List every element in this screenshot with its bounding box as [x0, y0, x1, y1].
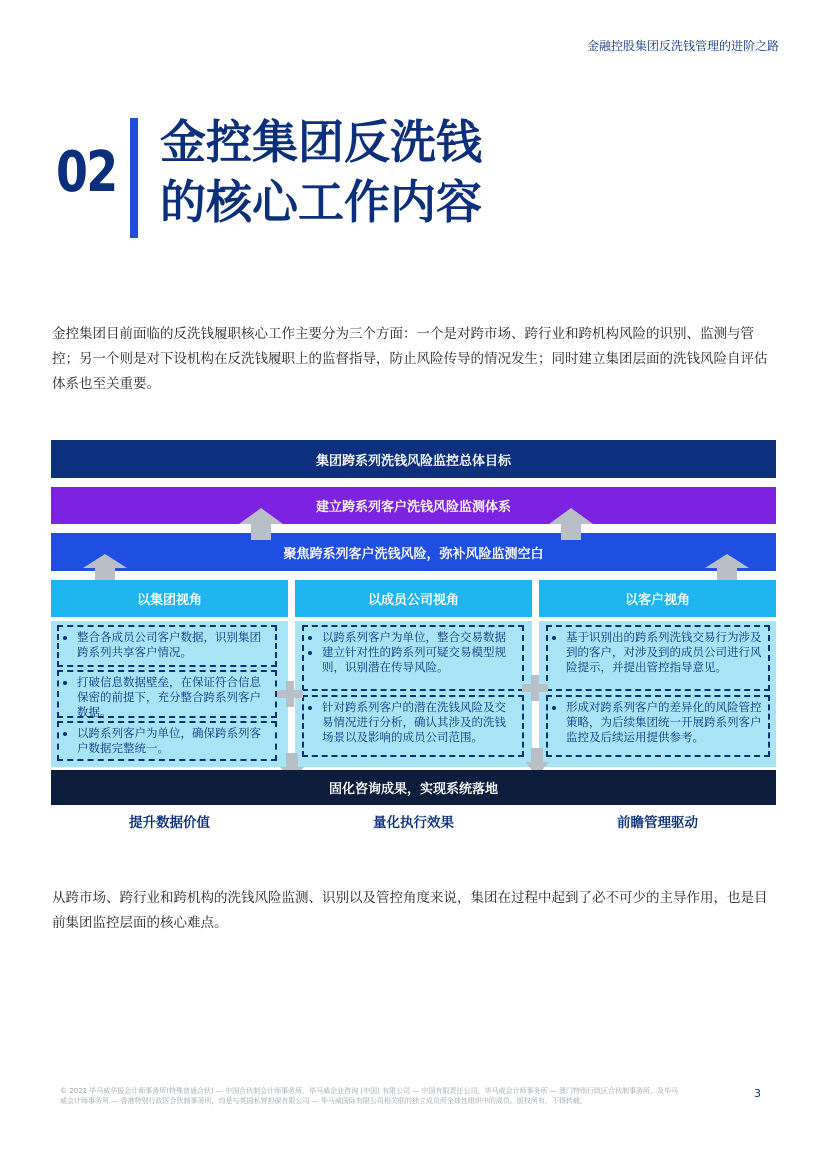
- column-header-customer: 以客户视角: [539, 580, 776, 617]
- up-arrow-icon: [549, 508, 593, 540]
- chapter-title-line2: 的核心工作内容: [160, 175, 482, 229]
- plus-icon: [277, 681, 303, 707]
- list-item: • 整合各成员公司客户数据，识别集团跨系列共享客户情况。: [57, 625, 277, 667]
- chapter-title-line1: 金控集团反洗钱: [160, 115, 482, 169]
- outcome-label-management: 前瞻管理驱动: [617, 815, 698, 831]
- goal-band: 集团跨系列洗钱风险监控总体目标: [51, 440, 776, 478]
- column-header-group: 以集团视角: [51, 580, 288, 617]
- running-header: 金融控股集团反洗钱管理的进阶之路: [586, 39, 779, 53]
- chapter-divider: [130, 118, 138, 238]
- result-band: 固化咨询成果，实现系统落地: [51, 770, 776, 805]
- page-number: 3: [754, 1087, 761, 1100]
- list-item: • 基于识别出的跨系列洗钱交易行为涉及到的客户，对涉及到的成员公司进行风险提示，并提出管控指导意见。: [546, 625, 770, 691]
- list-item: • 打破信息数据壁垒，在保证符合信息保密的前提下，充分整合跨系列客户数据。: [57, 670, 277, 718]
- copyright-footer: © 2022 毕马威华振会计师事务所(特殊普通合伙) — 中国合伙制会计师事务所，毕马威企业咨询 (中国) 有限公司 — 中国有限责任公司，毕马威会计师事务所 — 澳门特别行政区合伙制事务所，及毕马威会计师事务所 — 香港特别行政区合伙制事务所，均是与英国私营担保有限公司 — 毕马威国际有限公司相关联的独立成员所全球性组织中的成员。版权所有，不得转载。: [60, 1087, 678, 1105]
- focus-band: 聚焦跨系列客户洗钱风险，弥补风险监测空白: [51, 533, 776, 571]
- list-item: • 针对跨系列客户的潜在洗钱风险及交易情况进行分析，确认其涉及的洗钱场景以及影响的成员公司范围。: [302, 695, 524, 757]
- chapter-title: [160, 112, 482, 232]
- chapter-number: 02: [56, 140, 117, 205]
- up-arrow-icon: [83, 554, 127, 582]
- list-item: • 以跨系列客户为单位，整合交易数据 • 建立针对性的跨系列可疑交易模型规则，识别潜在传导风险。: [302, 625, 524, 691]
- system-band: 建立跨系列客户洗钱风险监测体系: [51, 487, 776, 524]
- list-item: • 形成对跨系列客户的差异化的风险管控策略，为后续集团统一开展跨系列客户监控及后续运用提供参考。: [546, 695, 770, 757]
- list-item: • 以跨系列客户为单位，确保跨系列客户数据完整统一。: [57, 721, 277, 761]
- up-arrow-icon: [705, 554, 749, 582]
- column-header-member: 以成员公司视角: [295, 580, 532, 617]
- outcome-label-data: 提升数据价值: [129, 815, 210, 831]
- conclusion-paragraph: 从跨市场、跨行业和跨机构的洗钱风险监测、识别以及管控角度来说，集团在过程中起到了必不可少的主导作用，也是目前集团监控层面的核心难点。: [52, 890, 768, 931]
- up-arrow-icon: [239, 508, 283, 540]
- intro-paragraph: 金控集团目前面临的反洗钱履职核心工作主要分为三个方面：一个是对跨市场、跨行业和跨机构风险的识别、监测与管控；另一个则是对下设机构在反洗钱履职上的监督指导，防止风险传导的情况发生；同时建立集团层面的洗钱风险自评估体系也至关重要。: [52, 326, 768, 392]
- plus-icon: [522, 675, 548, 701]
- outcome-label-effect: 量化执行效果: [373, 815, 454, 831]
